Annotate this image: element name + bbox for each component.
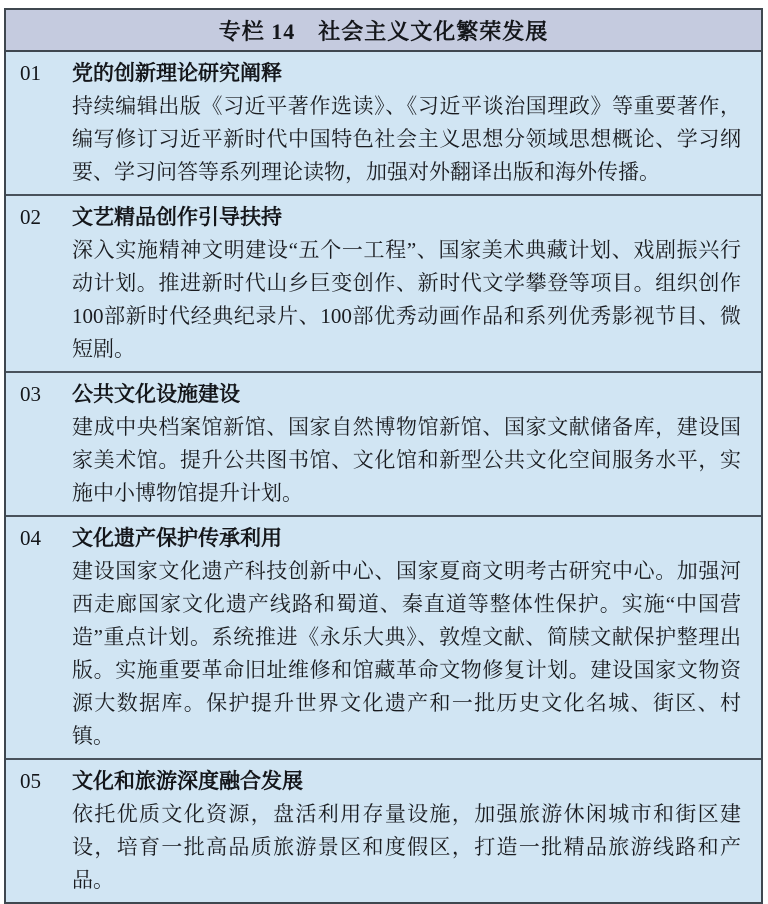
section-body: 持续编辑出版《习近平著作选读》、《习近平谈治国理政》等重要著作，编写修订习近平新时代中国特色社会主义思想分领域思想概论、学习纲要、学习问答等系列理论读物，加强对外翻译出版和海外传播。 (72, 94, 741, 184)
section-row (6, 196, 761, 373)
section-heading: 党的创新理论研究阐释 (72, 61, 282, 85)
section-row (6, 517, 761, 760)
section-number: 03 (20, 382, 41, 406)
section-body: 依托优质文化资源，盘活利用存量设施，加强旅游休闲城市和街区建设，培育一批高品质旅游景区和度假区，打造一批精品旅游线路和产品。 (72, 802, 741, 892)
section-number: 02 (20, 205, 41, 229)
section-heading: 公共文化设施建设 (72, 382, 240, 406)
section-row (6, 373, 761, 517)
section-heading: 文化遗产保护传承利用 (72, 526, 282, 550)
section-body: 深入实施精神文明建设“五个一工程”、国家美术典藏计划、戏剧振兴行动计划。推进新时代山乡巨变创作、新时代文学攀登等项目。组织创作100部新时代经典纪录片、100部优秀动画作品和系列优秀影视节目、微短剧。 (72, 238, 741, 361)
section-row (6, 52, 761, 196)
section-row (6, 760, 761, 902)
section-number: 05 (20, 769, 41, 793)
table-header (6, 10, 761, 52)
table-title: 专栏 14 社会主义文化繁荣发展 (218, 18, 549, 44)
section-body: 建设国家文化遗产科技创新中心、国家夏商文明考古研究中心。加强河西走廊国家文化遗产线路和蜀道、秦直道等整体性保护。实施“中国营造”重点计划。系统推进《永乐大典》、敦煌文献、简牍文献保护整理出版。实施重要革命旧址维修和馆藏革命文物修复计划。建设国家文物资源大数据库。保护提升世界文化遗产和一批历史文化名城、街区、村镇。 (72, 559, 741, 748)
section-number: 04 (20, 526, 41, 550)
special-column-table (4, 8, 763, 904)
section-number: 01 (20, 61, 41, 85)
section-heading: 文化和旅游深度融合发展 (72, 769, 303, 793)
section-body: 建成中央档案馆新馆、国家自然博物馆新馆、国家文献储备库，建设国家美术馆。提升公共图书馆、文化馆和新型公共文化空间服务水平，实施中小博物馆提升计划。 (72, 415, 741, 505)
section-heading: 文艺精品创作引导扶持 (72, 205, 282, 229)
